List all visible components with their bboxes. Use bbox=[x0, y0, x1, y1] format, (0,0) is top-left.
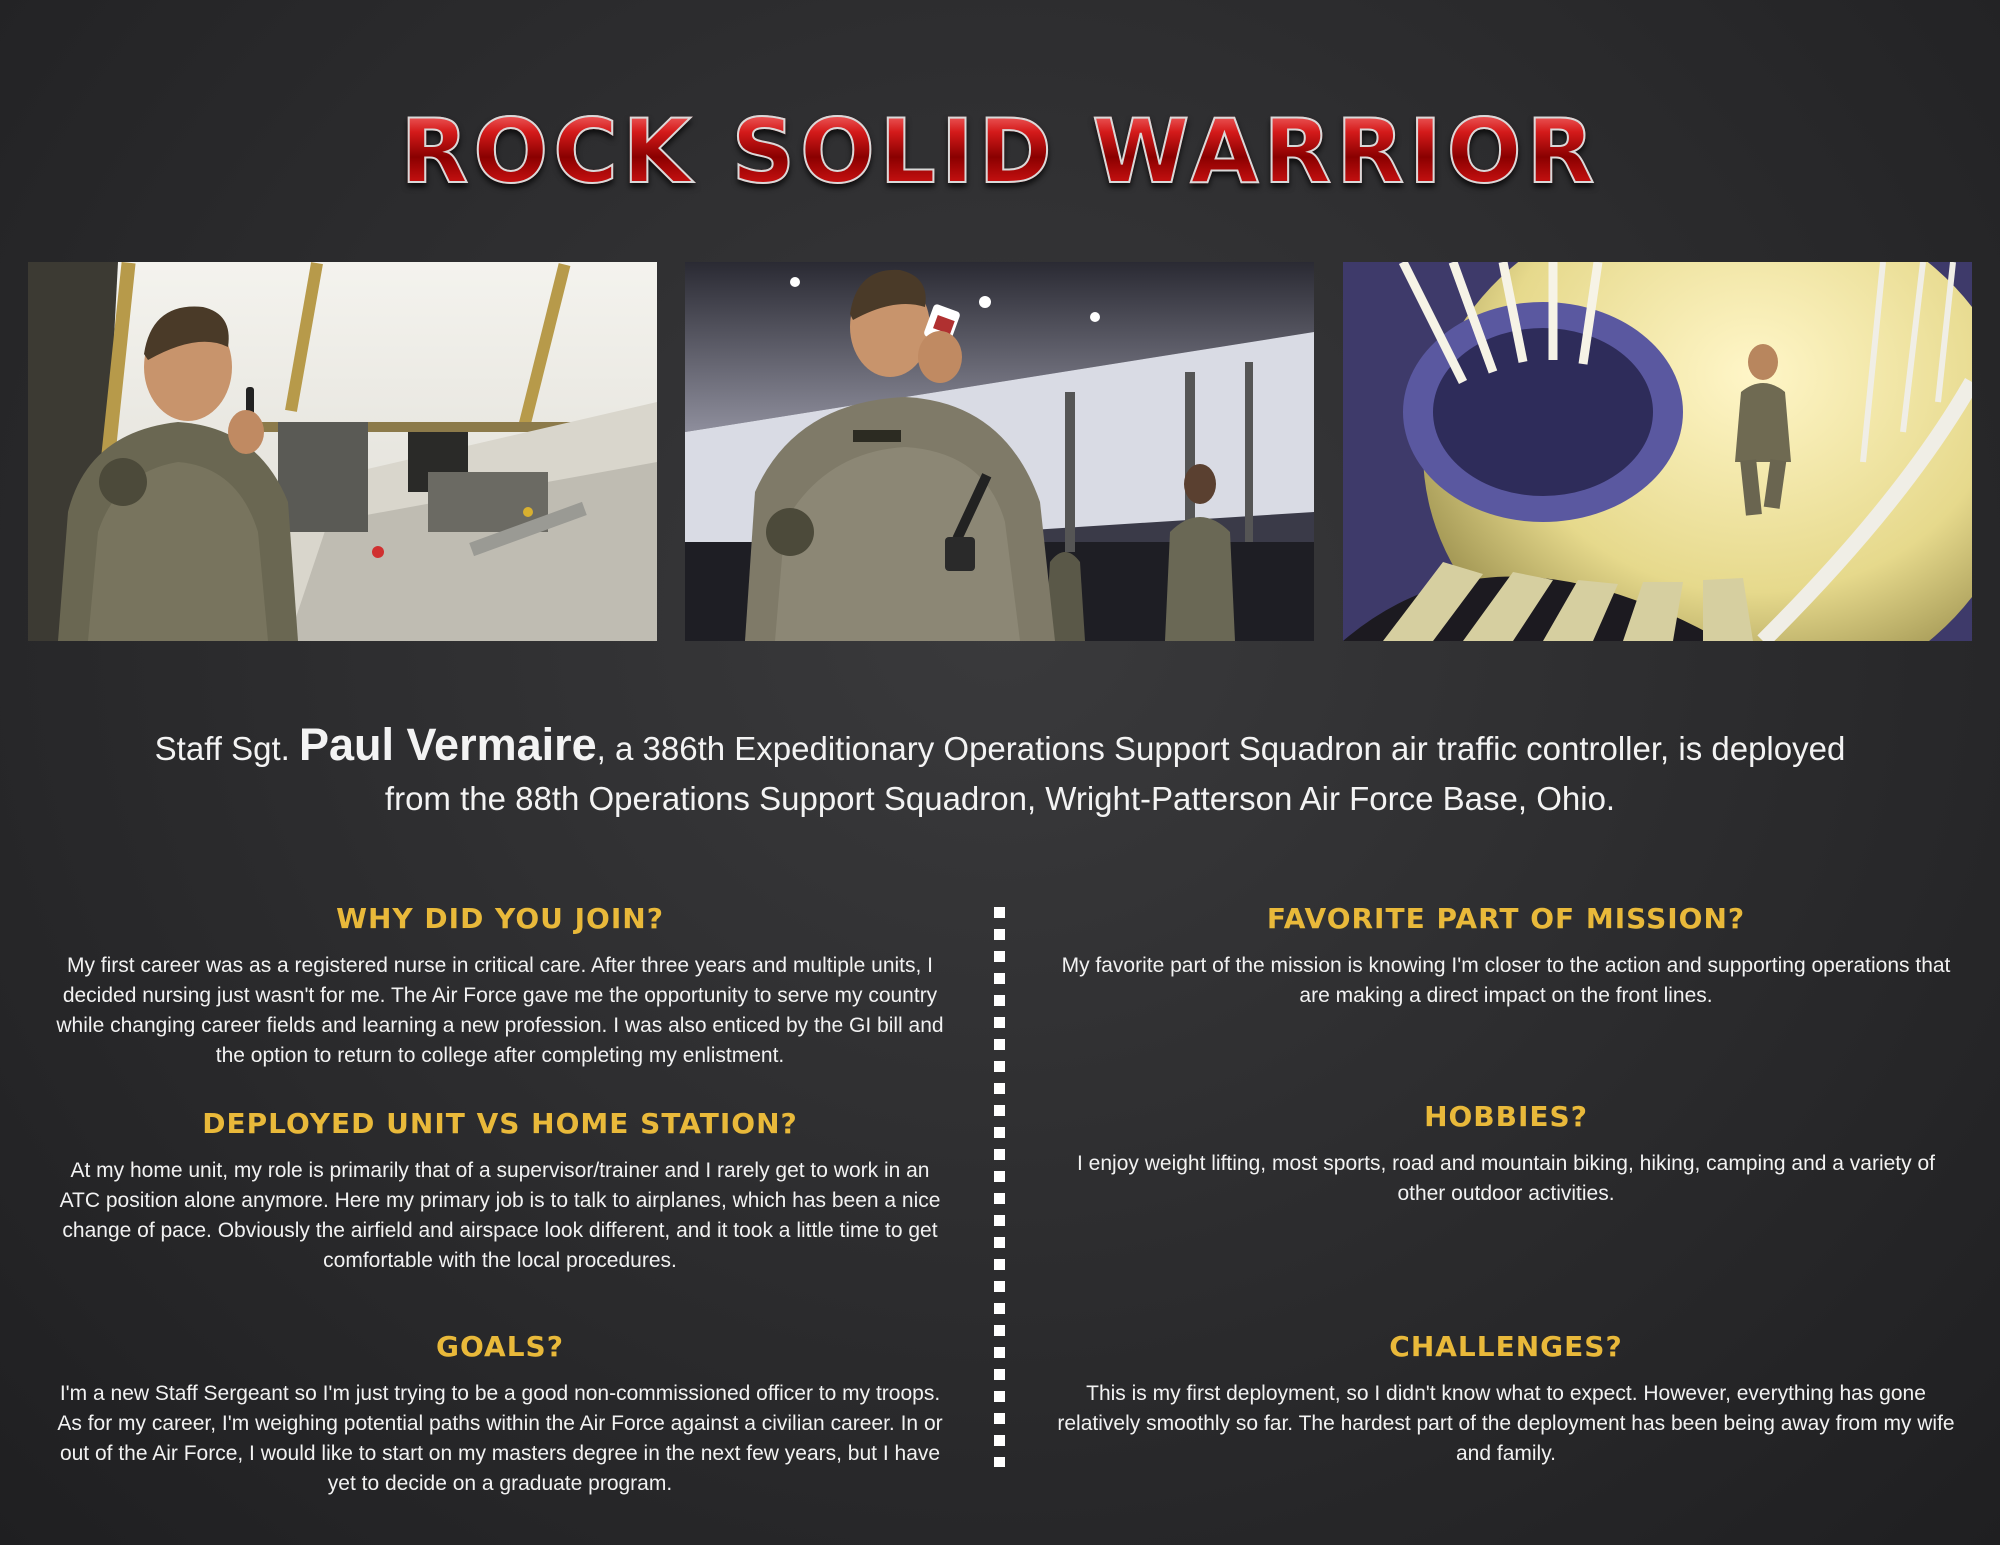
section-heading: FAVORITE PART OF MISSION? bbox=[1266, 902, 1746, 935]
section-challenges bbox=[1056, 1330, 1956, 1469]
section-body: This is my first deployment, so I didn't know what to expect. However, everything has gone relatively smoothly so far. The hardest part of the deployment has been being away from my wife and family. bbox=[1057, 1382, 1955, 1465]
section-heading: HOBBIES? bbox=[1424, 1100, 1588, 1133]
dotted-divider bbox=[994, 907, 1005, 1467]
section-why-join bbox=[50, 902, 950, 1071]
section-heading: CHALLENGES? bbox=[1389, 1330, 1623, 1363]
intro-paragraph bbox=[120, 720, 1880, 824]
section-body: My first career was as a registered nurse in critical care. After three years and multiple units, I decided nursing just wasn't for me. The Air Force gave me the opportunity to serve my country while changing career fields and learning a new profession. I was also enticed by the GI bill and the option to return to college after completing my enlistment. bbox=[56, 954, 944, 1067]
section-heading: DEPLOYED UNIT VS HOME STATION? bbox=[202, 1107, 798, 1140]
section-heading: WHY DID YOU JOIN? bbox=[336, 902, 664, 935]
section-body: My favorite part of the mission is knowing I'm closer to the action and supporting operations that are making a direct impact on the front lines. bbox=[1061, 954, 1951, 1007]
section-body: I'm a new Staff Sergeant so I'm just trying to be a good non-commissioned officer to my troops. As for my career, I'm weighing potential paths within the Air Force against a civilian career. In or out of the Air Force, I would like to start on my masters degree in the next few years, but I have yet to decide on a graduate program. bbox=[57, 1382, 943, 1495]
intro-text: , a 386th Expeditionary Operations Support Squadron air traffic controller, is deployed from the 88th Operations Support Squadron, Wright-Patterson Air Force Base, Ohio. bbox=[384, 730, 1846, 817]
intro-rank: Staff Sgt. bbox=[154, 730, 299, 767]
intro-name: Paul Vermaire bbox=[298, 719, 597, 770]
section-goals bbox=[50, 1330, 950, 1499]
page-title: ROCK SOLID WARRIOR bbox=[0, 102, 2000, 202]
photo-controller-drinking bbox=[685, 262, 1314, 641]
section-hobbies bbox=[1056, 1100, 1956, 1209]
section-body: I enjoy weight lifting, most sports, road and mountain biking, hiking, camping and a variety of other outdoor activities. bbox=[1077, 1152, 1935, 1205]
section-favorite-part bbox=[1056, 902, 1956, 1011]
section-heading: GOALS? bbox=[436, 1330, 564, 1363]
photo-controller-at-console bbox=[28, 262, 657, 641]
section-body: At my home unit, my role is primarily that of a supervisor/trainer and I rarely get to work in an ATC position alone anymore. Here my primary job is to talk to airplanes, which has been a nice change of pace. Obviously the airfield and airspace look different, and it took a little time to get comfortable with the local procedures. bbox=[59, 1159, 941, 1272]
photo-spiral-staircase bbox=[1343, 262, 1972, 641]
section-deployed-vs-home bbox=[50, 1107, 950, 1276]
